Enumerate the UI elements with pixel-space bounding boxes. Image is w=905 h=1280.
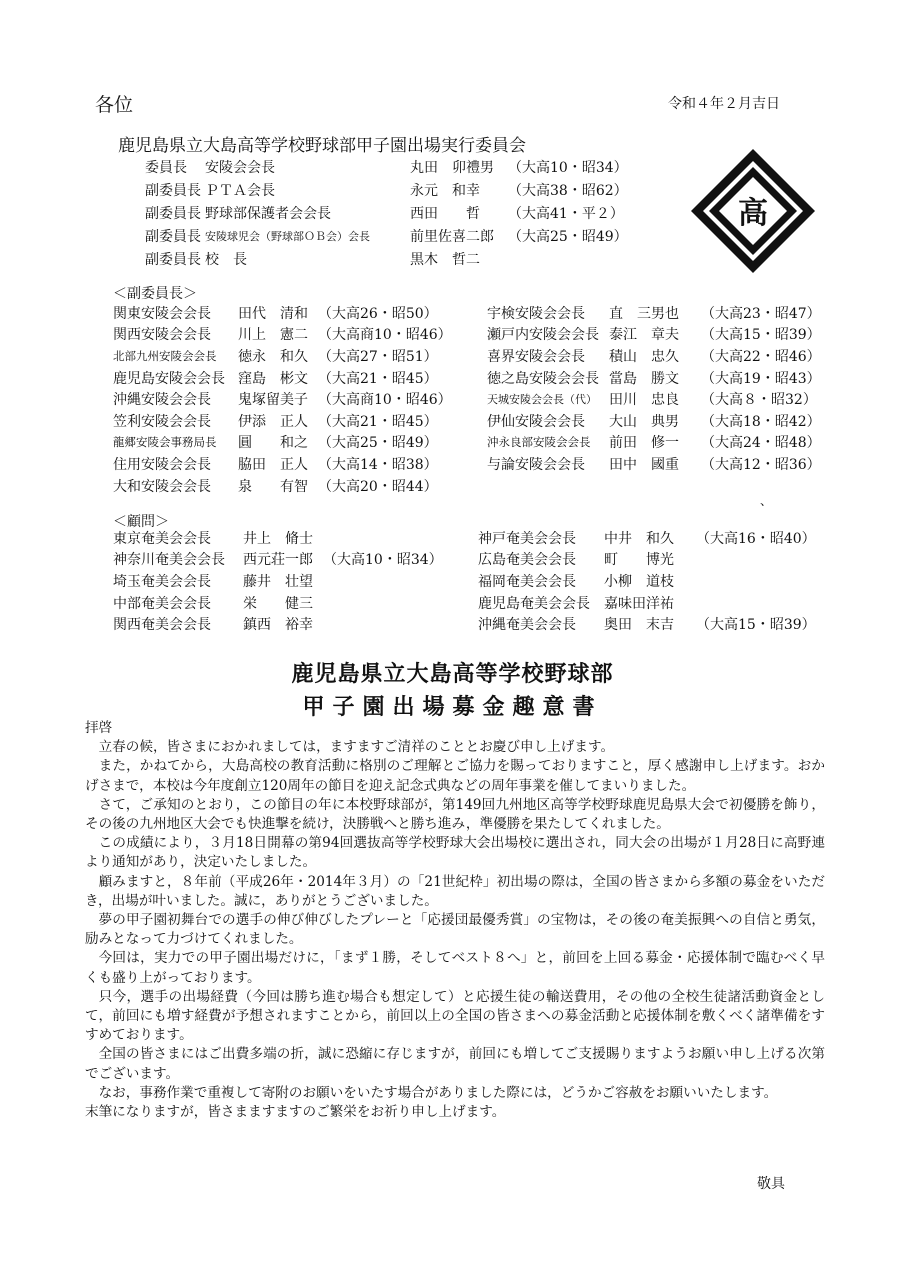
member-note: （大高27・昭51） xyxy=(318,348,438,365)
list-item xyxy=(113,432,452,454)
member-note: （大高21・昭45） xyxy=(318,370,438,387)
officer-org: 安陵球児会（野球部ＯＢ会）会長 xyxy=(205,229,370,243)
list-item xyxy=(478,527,816,549)
member-note: （大高８・昭32） xyxy=(701,392,817,409)
officer-table xyxy=(145,155,628,270)
member-org: 神戸奄美会会長 xyxy=(478,530,576,547)
member-org: 広島奄美会会長 xyxy=(478,552,576,569)
member-org: 関西安陵会会長 xyxy=(113,327,211,344)
member-org: 沖縄安陵会会長 xyxy=(113,392,211,409)
member-org: 天城安陵会会長（代） xyxy=(487,393,597,407)
list-item xyxy=(487,302,821,324)
stray-mark: 、 xyxy=(760,494,773,508)
list-item xyxy=(487,410,821,432)
officer-org: 野球部保護者会会長 xyxy=(205,205,331,222)
member-note: （大高25・昭49） xyxy=(318,435,438,452)
crest-glyph: 高 xyxy=(738,196,768,231)
member-org: 北部九州安陵会会長 xyxy=(113,348,217,363)
member-note: （大高23・昭47） xyxy=(701,305,821,322)
member-note: （大高12・昭36） xyxy=(701,456,821,473)
list-item xyxy=(487,453,821,475)
list-item xyxy=(113,302,452,324)
officer-row xyxy=(145,247,628,270)
member-note: （大高14・昭38） xyxy=(318,456,438,473)
vice-chairs-left-list xyxy=(113,302,452,496)
paragraph: 顧みますと，８年前（平成26年・2014年３月）の「21世紀枠」初出場の際は，全国の皆さまから多額の募金をいただき，出場が叶いました。誠に，ありがとうございました。 xyxy=(85,873,825,909)
committee-title: 鹿児島県立大島高等学校野球部甲子園出場実行委員会 xyxy=(118,136,526,156)
member-name: 小柳 道枝 xyxy=(604,573,674,590)
member-org: 中部奄美会会長 xyxy=(113,595,211,612)
member-name: 井上 脩士 xyxy=(243,530,313,547)
officer-role: 委員長 xyxy=(145,159,187,176)
list-item xyxy=(113,570,443,592)
officer-role: 副委員長 xyxy=(145,205,201,222)
advisors-label: ＜顧問＞ xyxy=(113,514,169,530)
list-item xyxy=(478,613,816,635)
officer-row xyxy=(145,201,628,224)
officer-org: 校 長 xyxy=(205,251,247,268)
member-name: 西元荘一郎 xyxy=(243,552,313,569)
member-note: （大高22・昭46） xyxy=(701,348,821,365)
member-name: 鎮西 裕幸 xyxy=(243,617,313,634)
prospectus-body xyxy=(85,719,825,1122)
list-item xyxy=(113,410,452,432)
officer-role: 副委員長 xyxy=(145,182,201,199)
list-item xyxy=(113,475,452,497)
list-item xyxy=(113,453,452,475)
member-name: 田中 國重 xyxy=(609,456,679,473)
final-line: 末筆になりますが，皆さまますますのご繁栄をお祈り申し上げます。 xyxy=(85,1104,506,1121)
member-org: 関西奄美会会長 xyxy=(113,617,211,634)
list-item xyxy=(487,432,821,454)
paragraph: 夢の甲子園初舞台での選手の伸び伸びしたプレーと「応援団最優秀賞」の宝物は，その後の奄美振興への自信と勇気，励みとなって力づけてくれました。 xyxy=(85,912,825,948)
member-org: 笠利安陵会会長 xyxy=(113,413,211,430)
member-name: 町 博光 xyxy=(604,552,674,569)
member-name: 嘉味田洋祐 xyxy=(604,595,674,612)
officer-name: 丸田 卯禮男 xyxy=(410,159,494,176)
officer-name: 前里佐喜二郎 xyxy=(410,228,494,245)
member-name: 栄 健三 xyxy=(243,595,313,612)
vice-chairs-label: ＜副委員長＞ xyxy=(113,286,197,302)
member-org: 徳之島安陵会会長 xyxy=(487,370,599,387)
paragraph: この成績により，３月18日開幕の第94回選抜高等学校野球大会出場校に選出され，同大会の出場が１月28日に高野連より通知があり，決定いたしました。 xyxy=(85,835,825,871)
member-note: （大高18・昭42） xyxy=(701,413,821,430)
paragraph: なお，事務作業で重複して寄附のお願いをいたす場合がありました際には，どうかご容赦をお願いいたします。 xyxy=(98,1084,778,1101)
member-note: （大高19・昭43） xyxy=(701,370,821,387)
member-note: （大高26・昭50） xyxy=(318,305,438,322)
member-org: 沖永良部安陵会会長 xyxy=(487,435,591,450)
member-org: 大和安陵会会長 xyxy=(113,478,211,495)
paragraph: 只今，選手の出場経費（今回は勝ち進む場合も想定して）と応援生徒の輸送費用，その他の全校生徒諸活動資金として，前回にも増す経費が予想されますことから，前回以上の全国の皆さまへの募金活動と応援体制を敷くべく諸準備をすすめております。 xyxy=(85,988,825,1044)
member-name: 大山 典男 xyxy=(609,413,679,430)
member-name: 當島 勝文 xyxy=(609,370,679,387)
member-name: 泰江 章夫 xyxy=(609,327,679,344)
officer-row xyxy=(145,224,628,247)
list-item xyxy=(113,345,452,367)
member-org: 関東安陵会会長 xyxy=(113,305,211,322)
school-crest-icon xyxy=(689,147,817,275)
member-org: 鹿児島奄美会会長 xyxy=(478,595,590,612)
member-org: 与論安陵会会長 xyxy=(487,456,585,473)
member-name: 藤井 壮望 xyxy=(243,573,313,590)
list-item xyxy=(487,324,821,346)
member-note: （大高16・昭40） xyxy=(696,530,816,547)
list-item xyxy=(113,592,443,614)
member-org: 鹿児島安陵会会長 xyxy=(113,370,225,387)
list-item xyxy=(487,367,821,389)
vice-chairs-right-list xyxy=(487,302,821,475)
paragraph: 立春の候，皆さまにおかれましては，ますますご清祥のこととお慶び申し上げます。 xyxy=(98,739,615,756)
officer-row xyxy=(145,155,628,178)
member-name: 窪島 彬文 xyxy=(238,370,308,387)
member-org: 埼玉奄美会会長 xyxy=(113,573,211,590)
paragraph: さて，ご承知のとおり，この節目の年に本校野球部が，第149回九州地区高等学校野球鹿児島県大会で初優勝を飾り，その後の九州地区大会でも快進撃を続け，決勝戦へと勝ち進み，準優勝を果たしてくれました。 xyxy=(85,796,825,833)
officer-note: （大高25・昭49） xyxy=(508,228,628,245)
paragraph: 全国の皆さまにはご出費多端の折，誠に恐縮に存じますが，前回にも増してご支援賜りますようお願い申し上げる次第でございます。 xyxy=(85,1046,825,1082)
list-item xyxy=(113,613,443,635)
list-item xyxy=(113,527,443,549)
officer-org: ＰＴＡ会長 xyxy=(205,182,275,199)
list-item xyxy=(113,324,452,346)
prospectus-title-line1: 鹿児島県立大島高等学校野球部 xyxy=(291,662,614,687)
member-name: 伊添 正人 xyxy=(238,413,308,430)
advisors-right-list xyxy=(478,527,816,635)
member-org: 神奈川奄美会会長 xyxy=(113,552,225,569)
list-item xyxy=(487,345,821,367)
member-name: 直 三男也 xyxy=(609,305,679,322)
member-name: 徳永 和久 xyxy=(238,348,308,365)
list-item xyxy=(478,549,816,571)
member-note: （大高24・昭48） xyxy=(701,435,821,452)
closing-keigu: 敬具 xyxy=(757,1176,785,1192)
member-name: 前田 修一 xyxy=(609,435,679,452)
member-note: （大高商10・昭46） xyxy=(318,327,452,344)
member-org: 福岡奄美会会長 xyxy=(478,573,576,590)
member-name: 田川 忠良 xyxy=(609,392,679,409)
officer-note: （大高10・昭34） xyxy=(508,159,628,176)
list-item xyxy=(478,570,816,592)
officer-role: 副委員長 xyxy=(145,251,201,268)
member-name: 鬼塚留美子 xyxy=(238,392,308,409)
member-name: 田代 清和 xyxy=(238,305,308,322)
officer-note: （大高41・平２） xyxy=(508,205,624,222)
member-note: （大高21・昭45） xyxy=(318,413,438,430)
paragraph: また，かねてから，大島高校の教育活動に格別のご理解とご協力を賜っておりますこと，厚く感謝申し上げます。おかげさまで，本校は今年度創立120周年の節目を迎え記念式典などの周年事業を催してまいりました。 xyxy=(85,758,825,794)
member-name: 奥田 末吉 xyxy=(604,617,674,634)
list-item xyxy=(113,388,452,410)
member-name: 圓 和之 xyxy=(238,435,308,452)
member-note: （大高10・昭34） xyxy=(323,552,443,569)
officer-row xyxy=(145,178,628,201)
list-item xyxy=(113,367,452,389)
member-note: （大高15・昭39） xyxy=(696,617,816,634)
member-note: （大高15・昭39） xyxy=(701,327,821,344)
officer-role: 副委員長 xyxy=(145,228,201,245)
member-name: 泉 有智 xyxy=(238,478,308,495)
member-org: 住用安陵会会長 xyxy=(113,456,211,473)
officer-org: 安陵会会長 xyxy=(205,159,275,176)
member-org: 沖縄奄美会会長 xyxy=(478,617,576,634)
prospectus-title-line2: 甲子園出場募金趣意書 xyxy=(302,695,603,720)
member-name: 積山 忠久 xyxy=(609,348,679,365)
member-name: 脇田 正人 xyxy=(238,456,308,473)
list-item xyxy=(478,592,816,614)
member-org: 龍郷安陵会事務局長 xyxy=(113,435,217,450)
salutation: 拝啓 xyxy=(85,720,113,736)
advisors-left-list xyxy=(113,527,443,635)
list-item xyxy=(113,549,443,571)
list-item xyxy=(487,388,821,410)
addressee: 各位 xyxy=(95,94,134,116)
member-note: （大高20・昭44） xyxy=(318,478,438,495)
officer-name: 西田 哲 xyxy=(410,205,480,222)
member-note: （大高商10・昭46） xyxy=(318,392,452,409)
officer-name: 永元 和幸 xyxy=(410,182,480,199)
officer-note: （大高38・昭62） xyxy=(508,182,628,199)
member-name: 中井 和久 xyxy=(604,530,674,547)
paragraph: 今回は，実力での甲子園出場だけに，「まず１勝，そしてベスト８へ」と，前回を上回る募金・応援体制で臨むべく早くも盛り上がっております。 xyxy=(85,950,825,986)
document-date: 令和４年２月吉日 xyxy=(668,96,780,112)
member-org: 宇検安陵会会長 xyxy=(487,305,585,322)
member-org: 伊仙安陵会会長 xyxy=(487,413,585,430)
member-name: 川上 憲二 xyxy=(238,327,308,344)
member-org: 喜界安陵会会長 xyxy=(487,348,585,365)
officer-name: 黒木 哲二 xyxy=(410,251,480,268)
member-org: 瀬戸内安陵会会長 xyxy=(487,327,599,344)
member-org: 東京奄美会会長 xyxy=(113,530,211,547)
